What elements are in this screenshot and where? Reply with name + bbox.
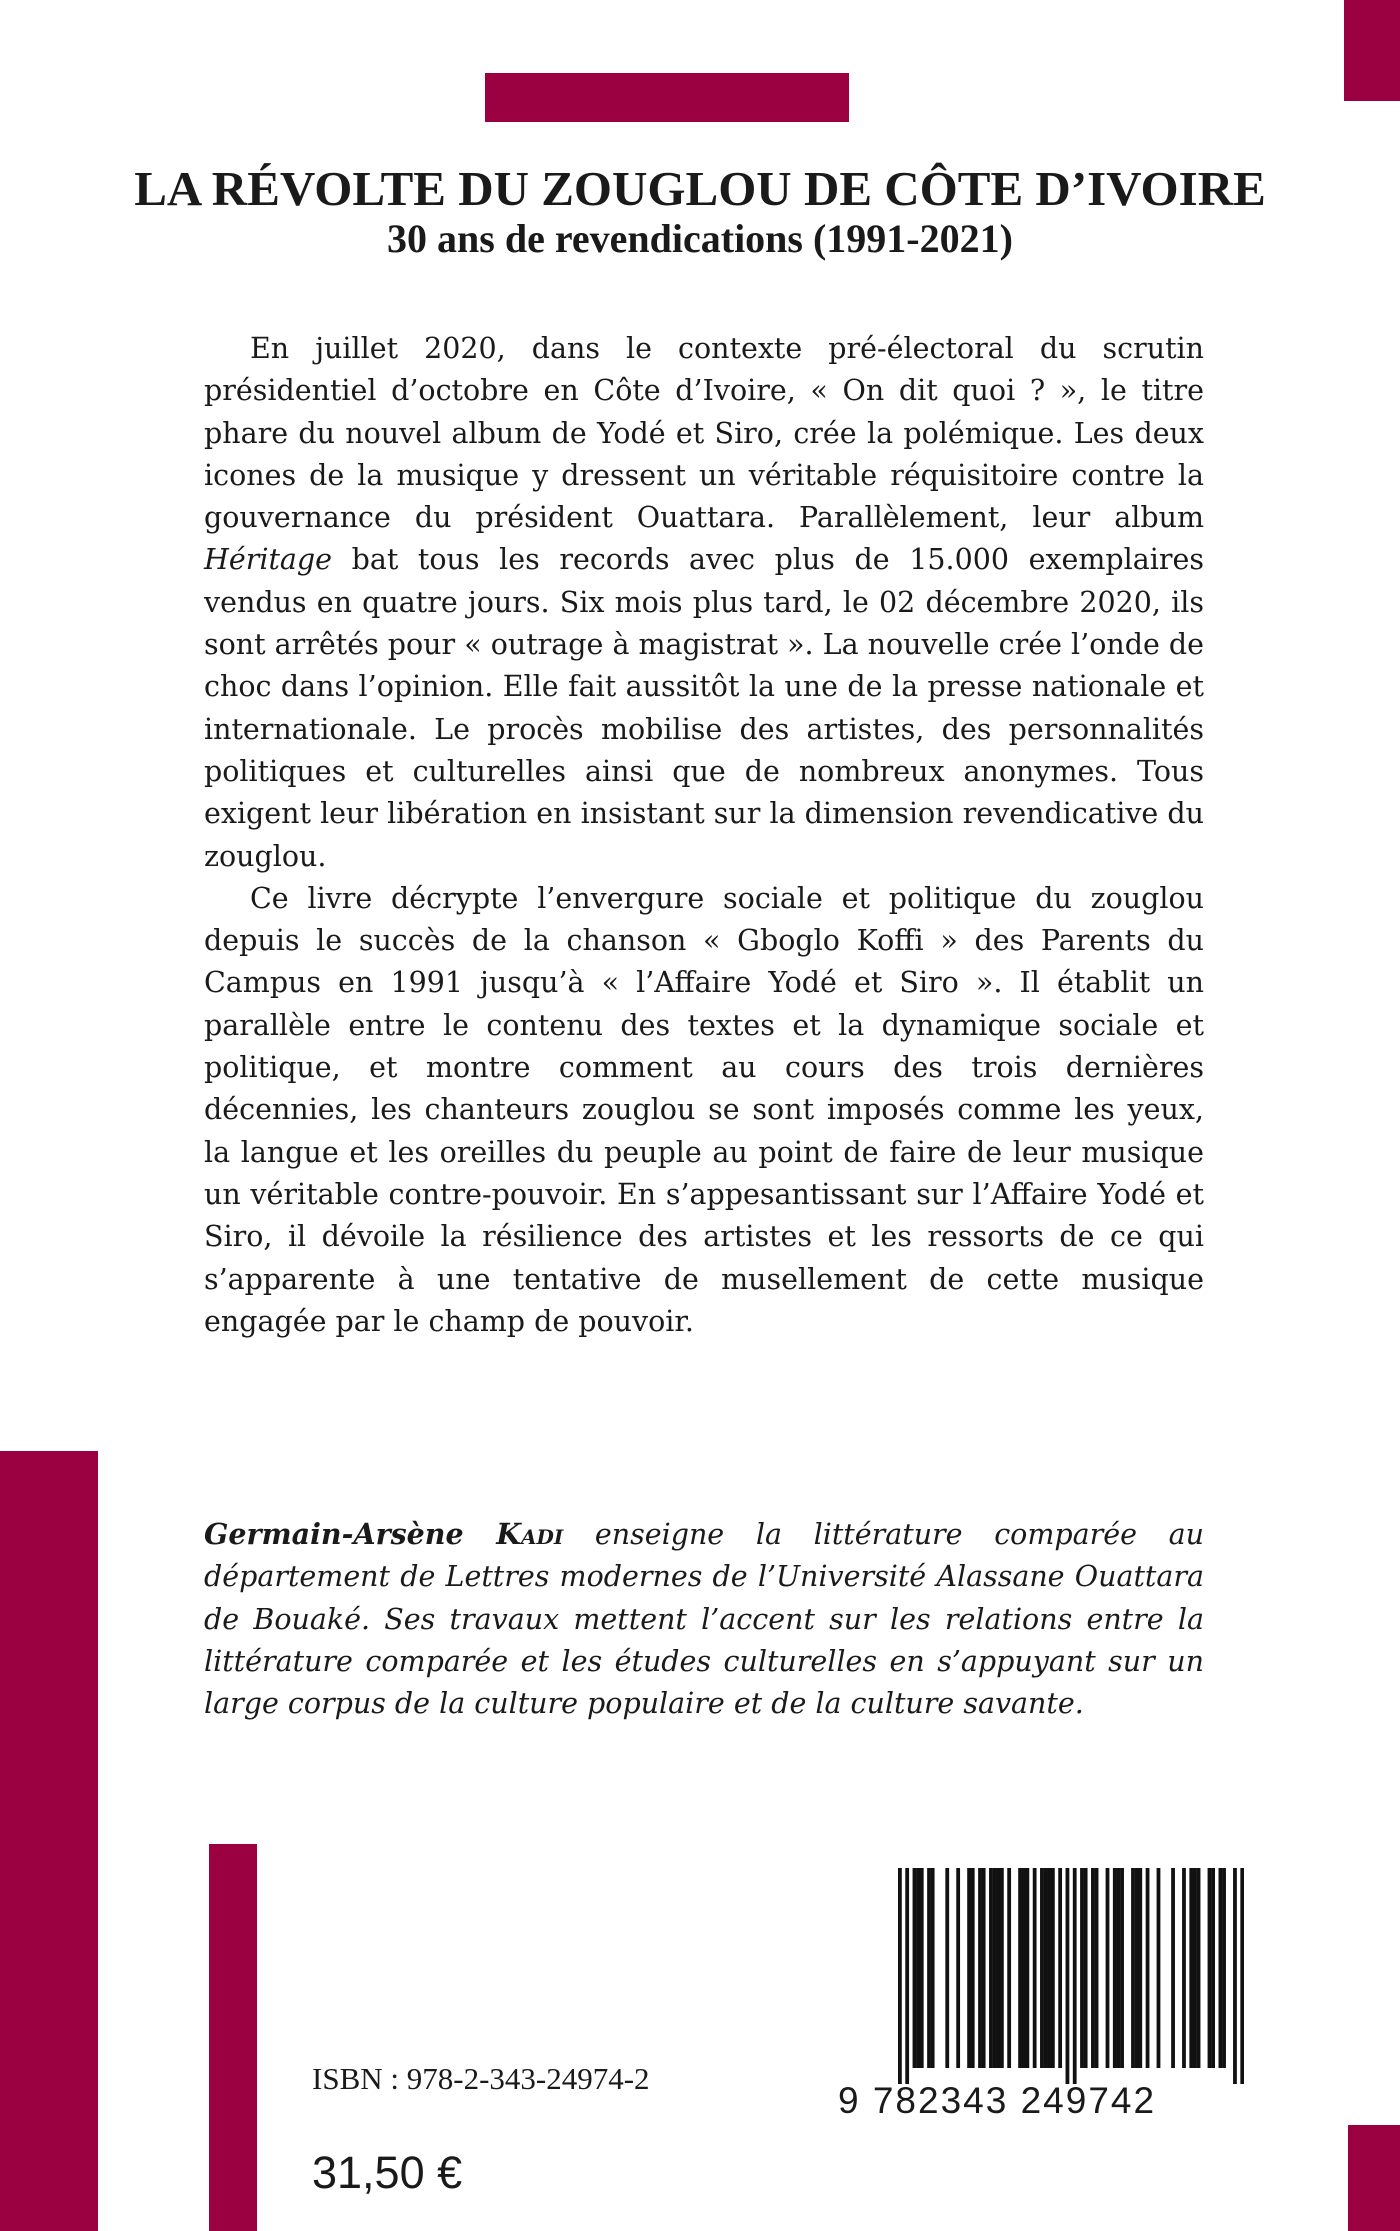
barcode-bar bbox=[1222, 1868, 1226, 2068]
barcode-bar bbox=[1018, 1868, 1022, 2068]
barcode-bar bbox=[1189, 1868, 1193, 2068]
accent-bar-top bbox=[485, 73, 849, 122]
barcode-bar bbox=[1157, 1868, 1161, 2068]
accent-bar-top-right bbox=[1344, 0, 1400, 101]
barcode-bar bbox=[967, 1868, 971, 2068]
author-last-name: Kadi bbox=[496, 1517, 564, 1551]
barcode-bar bbox=[1240, 1868, 1244, 2084]
barcode-bar bbox=[945, 1868, 949, 2068]
book-subtitle: 30 ans de revendications (1991-2021) bbox=[387, 216, 1013, 261]
barcode-bar bbox=[1211, 1868, 1215, 2068]
barcode-bar bbox=[1047, 1868, 1051, 2068]
barcode-bar bbox=[1058, 1868, 1062, 2068]
barcode-bar bbox=[989, 1868, 993, 2068]
isbn-label: ISBN : 978-2-343-24974-2 bbox=[312, 2061, 650, 2096]
barcode-bar bbox=[1131, 1868, 1135, 2068]
barcode bbox=[838, 1864, 1248, 2134]
summary-p1-part1: En juillet 2020, dans le contexte pré-électoral du scrutin présidentiel d’octobre en Côte d’Ivoire, « On dit quoi ? », le titre phare du nouvel album de Yodé et Siro, crée la polémique. Les deux icones de la musique y dressent un véritable réquisitoire contre la gouvernance du président Ouattara. Parallèlement, leur album bbox=[204, 332, 1204, 535]
barcode-bar bbox=[913, 1868, 917, 2068]
accent-bar-left bbox=[0, 1451, 98, 2231]
barcode-bar bbox=[1197, 1868, 1201, 2068]
author-first-name: Germain-Arsène bbox=[204, 1517, 497, 1551]
barcode-bar bbox=[1095, 1868, 1099, 2068]
accent-bar-left-narrow bbox=[209, 1844, 257, 2231]
barcode-bar bbox=[1000, 1868, 1004, 2068]
accent-bar-bottom-right bbox=[1348, 2125, 1400, 2231]
barcode-bar bbox=[1219, 1868, 1223, 2068]
author-name bbox=[204, 1517, 563, 1551]
barcode-bar bbox=[993, 1868, 997, 2068]
barcode-bar bbox=[916, 1868, 920, 2068]
barcode-bar bbox=[927, 1868, 931, 2068]
barcode-bar bbox=[1117, 1868, 1121, 2068]
barcode-bar bbox=[1135, 1868, 1139, 2068]
barcode-bar bbox=[1066, 1868, 1070, 2084]
barcode-bar bbox=[1044, 1868, 1048, 2068]
barcode-bars bbox=[898, 1868, 1244, 2084]
author-bio-text: enseigne la littérature comparée au département de Lettres modernes de l’Université Alassane Ouattara de Bouaké. Ses travaux mettent l’accent sur les relations entre la littérature comparée et les études culturelles en s’appuyant sur un large corpus de la culture populaire et de la culture savante. bbox=[204, 1518, 1204, 1721]
barcode-number: 9 782343 249742 bbox=[838, 2080, 1157, 2121]
barcode-bar bbox=[1007, 1868, 1011, 2068]
barcode-bar bbox=[971, 1868, 975, 2068]
barcode-bar bbox=[1033, 1868, 1037, 2068]
barcode-bar bbox=[982, 1868, 986, 2068]
barcode-bar bbox=[956, 1868, 960, 2068]
barcode-bar bbox=[920, 1868, 924, 2068]
barcode-bar bbox=[905, 1868, 909, 2084]
barcode-bar bbox=[1091, 1868, 1095, 2068]
summary-paragraph-2: Ce livre décrypte l’envergure sociale et politique du zouglou depuis le succès de la chanson « Gboglo Koffi » des Parents du Campus en 1991 jusqu’à « l’Affaire Yodé et Siro ». Il établit un parallèle entre le contenu des textes et la dynamique sociale et politique, et montre comment au cours des trois dernières décennies, les chanteurs zouglou se sont imposés comme les yeux, la langue et les oreilles du peuple au point de faire de leur musique un véritable contre-pouvoir. En s’appesantissant sur l’Affaire Yodé et Siro, il dévoile la résilience des artistes et les ressorts de ce qui s’apparente à une tentative de musellement de cette musique engagée par le champ de pouvoir. bbox=[204, 881, 1204, 1338]
barcode-bar bbox=[1193, 1868, 1197, 2068]
barcode-bar bbox=[1051, 1868, 1055, 2068]
price-label: 31,50 € bbox=[312, 2147, 463, 2198]
barcode-bar bbox=[1146, 1868, 1150, 2068]
barcode-bar bbox=[1080, 1868, 1084, 2068]
barcode-bar bbox=[1182, 1868, 1186, 2068]
barcode-bar bbox=[1106, 1868, 1110, 2068]
book-title: LA RÉVOLTE DU ZOUGLOU DE CÔTE D’IVOIRE bbox=[134, 161, 1266, 216]
barcode-bar bbox=[1233, 1868, 1237, 2084]
barcode-bar bbox=[1025, 1868, 1029, 2068]
summary-text bbox=[204, 328, 1204, 1343]
summary-p1-part2: bat tous les records avec plus de 15.000 exemplaires vendus en quatre jours. Six mois plus tard, le 02 décembre 2020, ils sont arrêtés pour « outrage à magistrat ». La nouvelle crée l’onde de choc dans l’opinion. Elle fait aussitôt la une de la presse nationale et internationale. Le procès mobilise des artistes, des personnalités politiques et culturelles ainsi que de nombreux anonymes. Tous exigent leur libération en insistant sur la dimension revendicative du zouglou. bbox=[204, 543, 1204, 873]
barcode-bar bbox=[1022, 1868, 1026, 2068]
author-bio bbox=[204, 1513, 1204, 1725]
album-title: Héritage bbox=[204, 543, 333, 577]
barcode-bar bbox=[1084, 1868, 1088, 2068]
barcode-bar bbox=[1120, 1868, 1124, 2068]
barcode-bar bbox=[978, 1868, 982, 2068]
barcode-bar bbox=[1138, 1868, 1142, 2068]
barcode-bar bbox=[1113, 1868, 1117, 2068]
barcode-bar bbox=[1171, 1868, 1175, 2068]
barcode-bar bbox=[1040, 1868, 1044, 2068]
barcode-bar bbox=[931, 1868, 935, 2068]
barcode-bar bbox=[996, 1868, 1000, 2068]
summary-paragraph-1 bbox=[204, 328, 1204, 878]
barcode-bar bbox=[1208, 1868, 1212, 2068]
barcode-bar bbox=[898, 1868, 902, 2084]
barcode-bar bbox=[1073, 1868, 1077, 2084]
